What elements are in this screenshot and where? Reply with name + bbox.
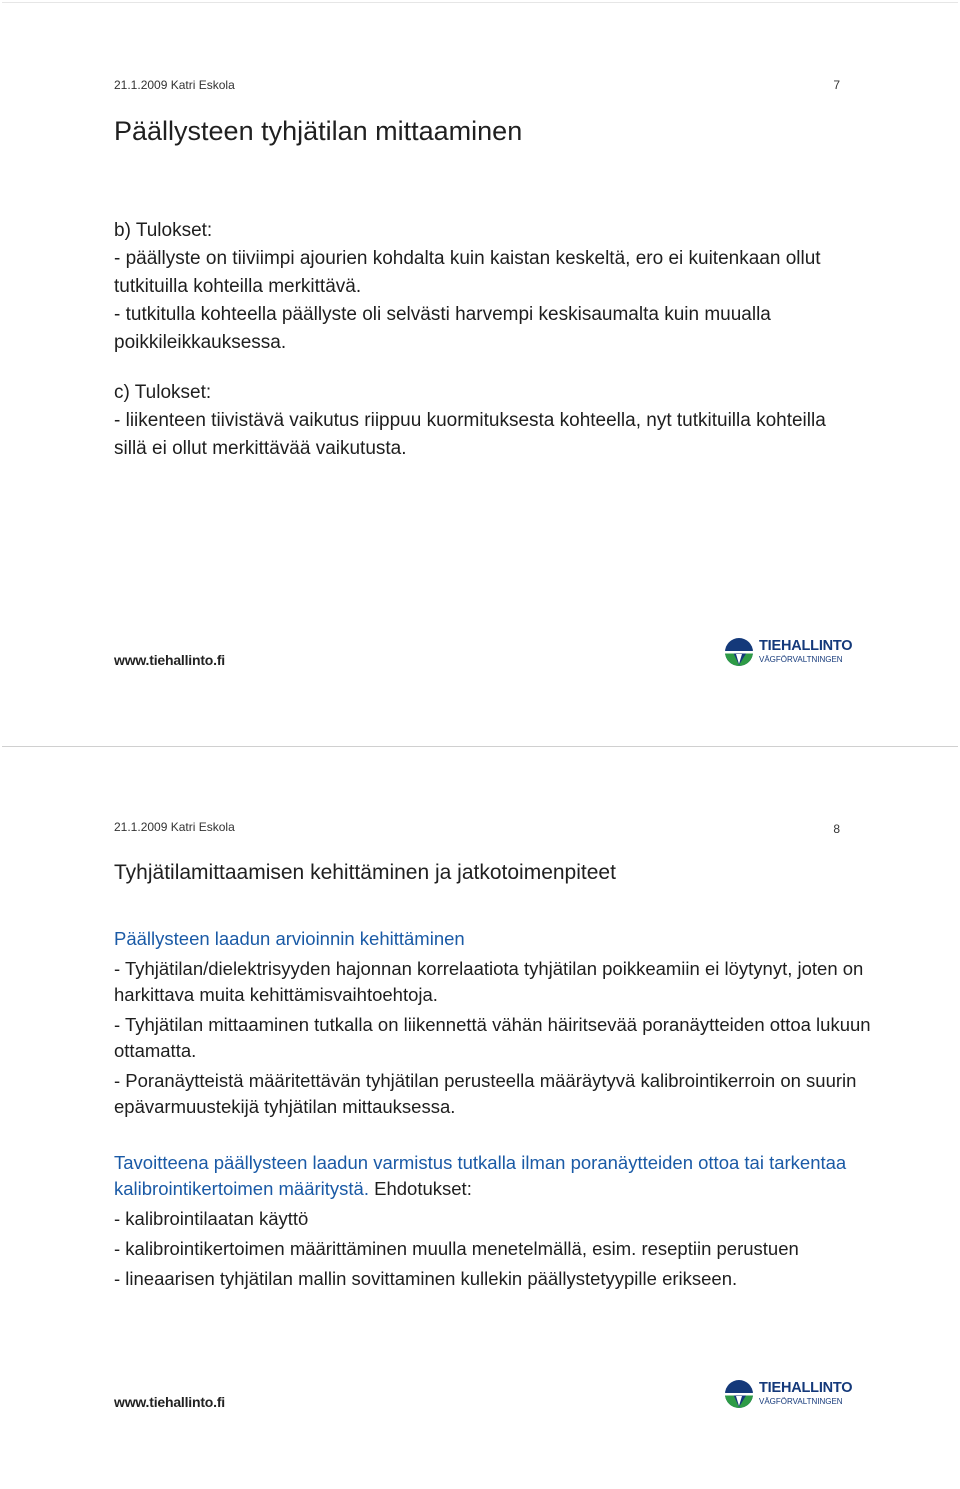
- goal-text: Tavoitteena päällysteen laadun varmistus tutkalla ilman poranäytteiden ottoa tai tarkentaa kalibrointikertoimen määritystä.: [114, 1152, 847, 1199]
- slide-body: [114, 217, 854, 463]
- slide-page-number: 7: [833, 78, 840, 92]
- tiehallinto-emblem-icon: [724, 1379, 754, 1409]
- footer-url: www.tiehallinto.fi: [114, 1394, 225, 1410]
- tiehallinto-logo: [724, 1379, 853, 1411]
- item-2: - Tyhjätilan mittaaminen tutkalla on liikennettä vähän häiritsevää poranäytteiden ottoa lukuun ottamatta.: [114, 1014, 871, 1061]
- result-c-item-1: - liikenteen tiivistävä vaikutus riippuu kuormituksesta kohteella, nyt tutkituilla kohteilla sillä ei ollut merkittävää vaikutusta.: [114, 410, 826, 459]
- proposal-1: - kalibrointilaatan käyttö: [114, 1208, 309, 1229]
- logo-name: TIEHALLINTO: [759, 638, 853, 654]
- footer-url: www.tiehallinto.fi: [114, 652, 225, 668]
- logo-subname: VÄGFÖRVALTNINGEN: [759, 655, 843, 664]
- section-c-heading: c) Tulokset:: [114, 382, 212, 403]
- proposal-2: - kalibrointikertoimen määrittäminen muulla menetelmällä, esim. reseptiin perustuen: [114, 1238, 799, 1259]
- item-3: - Poranäytteistä määritettävän tyhjätilan perusteella määräytyvä kalibrointikerroin on suurin epävarmuustekijä tyhjätilan mittauksessa.: [114, 1070, 857, 1117]
- slide-page-number: 8: [833, 822, 840, 836]
- logo-name: TIEHALLINTO: [759, 1380, 853, 1396]
- tiehallinto-emblem-icon: [724, 637, 754, 667]
- goal-paragraph: [114, 1150, 884, 1202]
- slide-title: Tyhjätilamittaamisen kehittäminen ja jatkotoimenpiteet: [114, 861, 616, 884]
- slide-7: [2, 2, 958, 742]
- item-1: - Tyhjätilan/dielektrisyyden hajonnan korrelaatiota tyhjätilan poikkeamiin ei löytynyt, joten on harkittava muita kehittämisvaihtoehtoja.: [114, 958, 864, 1005]
- tiehallinto-logo: [724, 637, 853, 669]
- slide-date-author: 21.1.2009 Katri Eskola: [114, 820, 235, 834]
- proposal-3: - lineaarisen tyhjätilan mallin sovittaminen kullekin päällystetyypille erikseen.: [114, 1268, 738, 1289]
- result-b-item-1: - päällyste on tiiviimpi ajourien kohdalta kuin kaistan keskeltä, ero ei kuitenkaan ollut tutkituilla kohteilla merkittävä.: [114, 248, 821, 297]
- logo-subname: VÄGFÖRVALTNINGEN: [759, 1397, 843, 1406]
- proposals-label: Ehdotukset:: [374, 1178, 472, 1199]
- result-b-item-2: - tutkitulla kohteella päällyste oli selvästi harvempi keskisaumalta kuin muualla poikkileikkauksessa.: [114, 304, 771, 353]
- section-b-heading: b) Tulokset:: [114, 220, 213, 241]
- slide-date-author: 21.1.2009 Katri Eskola: [114, 78, 235, 92]
- subheading: Päällysteen laadun arvioinnin kehittäminen: [114, 928, 465, 949]
- slide-body: [114, 926, 884, 1292]
- slide-title: Päällysteen tyhjätilan mittaaminen: [114, 116, 523, 146]
- slide-8: [2, 746, 958, 1486]
